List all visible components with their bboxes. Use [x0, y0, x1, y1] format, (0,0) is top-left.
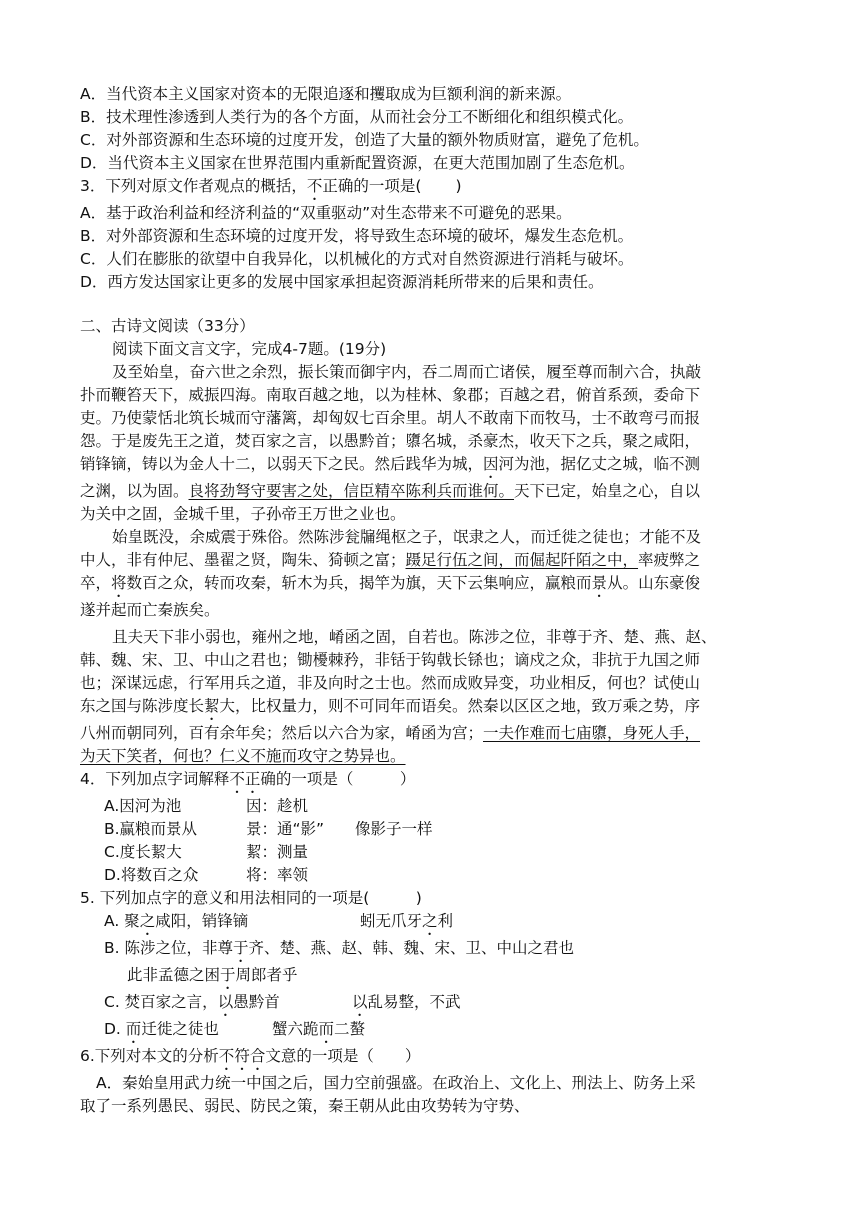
- q2-option-d: D．当代资本主义国家在世界范围内重新配置资源，在更大范围加剧了生态危机。: [80, 154, 635, 172]
- q6-option-a-line1: A．秦始皇用武力统一中国之后，国力空前强盛。在政治上、文化上、刑法上、防务上采: [96, 1074, 696, 1092]
- passage-line: 且夫天下非小弱也，雍州之地，崤函之固，自若也。陈涉之位，非尊于齐、楚、燕、赵、: [112, 628, 717, 646]
- q4-option-c: C.度长絜大 絜：测量: [104, 843, 309, 861]
- q3-option-d: D．西方发达国家让更多的发展中国家承担起资源消耗所带来的后果和责任。: [80, 273, 604, 291]
- q2-option-c: C．对外部资源和生态环境的过度开发，创造了大量的额外物质财富，避免了危机。: [80, 131, 649, 149]
- q5-option-a: A. 聚之咸阳，销锋镝 蚓无爪牙之利: [104, 912, 454, 930]
- passage-line: 怨。于是废先王之道，焚百家之言，以愚黔首；隳名城，杀豪杰，收天下之兵，聚之咸阳，: [80, 432, 701, 450]
- passage-line: 为关中之固，金城千里，子孙帝王万世之业也。: [80, 505, 406, 523]
- passage-line: 销锋镝，铸以为金人十二，以弱天下之民。然后践华为城，因河为池，据亿丈之城，临不测: [80, 455, 701, 473]
- passage-line: 也；深谋远虑，行军用兵之道，非及向时之士也。然而成败异变，功业相反，何也？试使山: [80, 674, 701, 692]
- passage-line: 及至始皇，奋六世之余烈，振长策而御宇内，吞二周而亡诸侯，履至尊而制六合，执敲: [112, 363, 702, 381]
- passage-line: 八州而朝同列，百有余年矣；然后以六合为家，崤函为宫；一夫作难而七庙隳，身死人手，: [80, 724, 701, 742]
- passage-line: 韩、魏、宋、卫、中山之君也；锄櫌棘矜，非铦于钩戟长铩也；谪戍之众，非抗于九国之师: [80, 651, 701, 669]
- q5-option-b-left: B. 陈涉之位，非尊于齐、楚、燕、赵、韩、魏、宋、卫、中山之君也: [104, 939, 575, 957]
- q2-option-b: B．技术理性渗透到人类行为的各个方面，从而社会分工不断细化和组织模式化。: [80, 108, 634, 126]
- section-title: 二、古诗文阅读（33分）: [80, 317, 255, 335]
- underlined-sentence: 一夫作难而七庙隳，身死人手，: [483, 724, 701, 742]
- underlined-sentence: 为天下笑者，何也？仁义不施而攻守之势异也。: [80, 747, 406, 765]
- passage-line: 东之国与陈涉度长絜大，比权量力，则不可同年而语矣。然秦以区区之地，致万乘之势，序: [80, 697, 701, 715]
- q5-stem: 5. 下列加点字的意义和用法相同的一项是( ): [80, 889, 422, 907]
- passage-line: 吏。乃使蒙恬北筑长城而守藩篱，却匈奴七百余里。胡人不敢南下而牧马，士不敢弯弓而报: [80, 409, 701, 427]
- underlined-sentence: 良将劲弩守要害之处，信臣精卒陈利兵而谁何。: [188, 482, 515, 500]
- q5-option-c: C. 焚百家之言，以愚黔首 以乱易整，不武: [104, 993, 461, 1011]
- q5-option-b-right: 此非孟德之困于周郎者乎: [127, 966, 298, 984]
- passage-line: 卒，将数百之众，转而攻秦，斩木为兵，揭竿为旗，天下云集响应，赢粮而景从。山东豪俊: [80, 574, 701, 592]
- q4-option-d: D.将数百之众 将：率领: [104, 866, 309, 884]
- q4-stem: 4．下列加点字词解释不正确的一项是（ ）: [80, 770, 416, 788]
- q4-option-b: B.赢粮而景从 景：通“影” 像影子一样: [104, 820, 433, 838]
- q3-stem: 3．下列对原文作者观点的概括，不正确的一项是( ): [80, 177, 462, 195]
- q5-option-d: D. 而迁徙之徒也 蟹六跪而二螯: [104, 1020, 366, 1038]
- q3-option-a: A．基于政治利益和经济利益的“双重驱动”对生态带来不可避免的恶果。: [80, 204, 572, 222]
- passage-line: 扑而鞭笞天下，威振四海。南取百越之地，以为桂林、象郡；百越之君，俯首系颈，委命下: [80, 386, 701, 404]
- passage-line: 遂并起而亡秦族矣。: [80, 601, 220, 619]
- q3-option-b: B．对外部资源和生态环境的过度开发，将导致生态环境的破坏，爆发生态危机。: [80, 227, 634, 245]
- passage-line: 之渊，以为固。良将劲弩守要害之处，信臣精卒陈利兵而谁何。天下已定，始皇之心，自以: [80, 482, 701, 500]
- passage-line: [80, 746, 406, 766]
- passage-line: 始皇既没，余威震于殊俗。然陈涉瓮牖绳枢之子，氓隶之人，而迁徙之徒也；才能不及: [112, 528, 702, 546]
- q6-option-a-line2: 取了一系列愚民、弱民、防民之策，秦王朝从此由攻势转为守势、: [80, 1097, 530, 1115]
- underlined-sentence: 蹑足行伍之间，而倔起阡陌之中，: [405, 551, 639, 569]
- q3-option-c: C．人们在膨胀的欲望中自我异化，以机械化的方式对自然资源进行消耗与破坏。: [80, 250, 634, 268]
- q4-option-a: A.因河为池 因：趁机: [104, 797, 309, 815]
- passage-line: 中人，非有仲尼、墨翟之贤，陶朱、猗顿之富；蹑足行伍之间，而倔起阡陌之中，率疲弊之: [80, 551, 701, 569]
- q6-stem: 6.下列对本文的分析不符合文意的一项是（ ）: [80, 1047, 421, 1065]
- q2-option-a: A．当代资本主义国家对资本的无限追逐和攫取成为巨额利润的新来源。: [80, 85, 572, 103]
- section-instruction: 阅读下面文言文字，完成4-7题。(19分): [112, 340, 387, 358]
